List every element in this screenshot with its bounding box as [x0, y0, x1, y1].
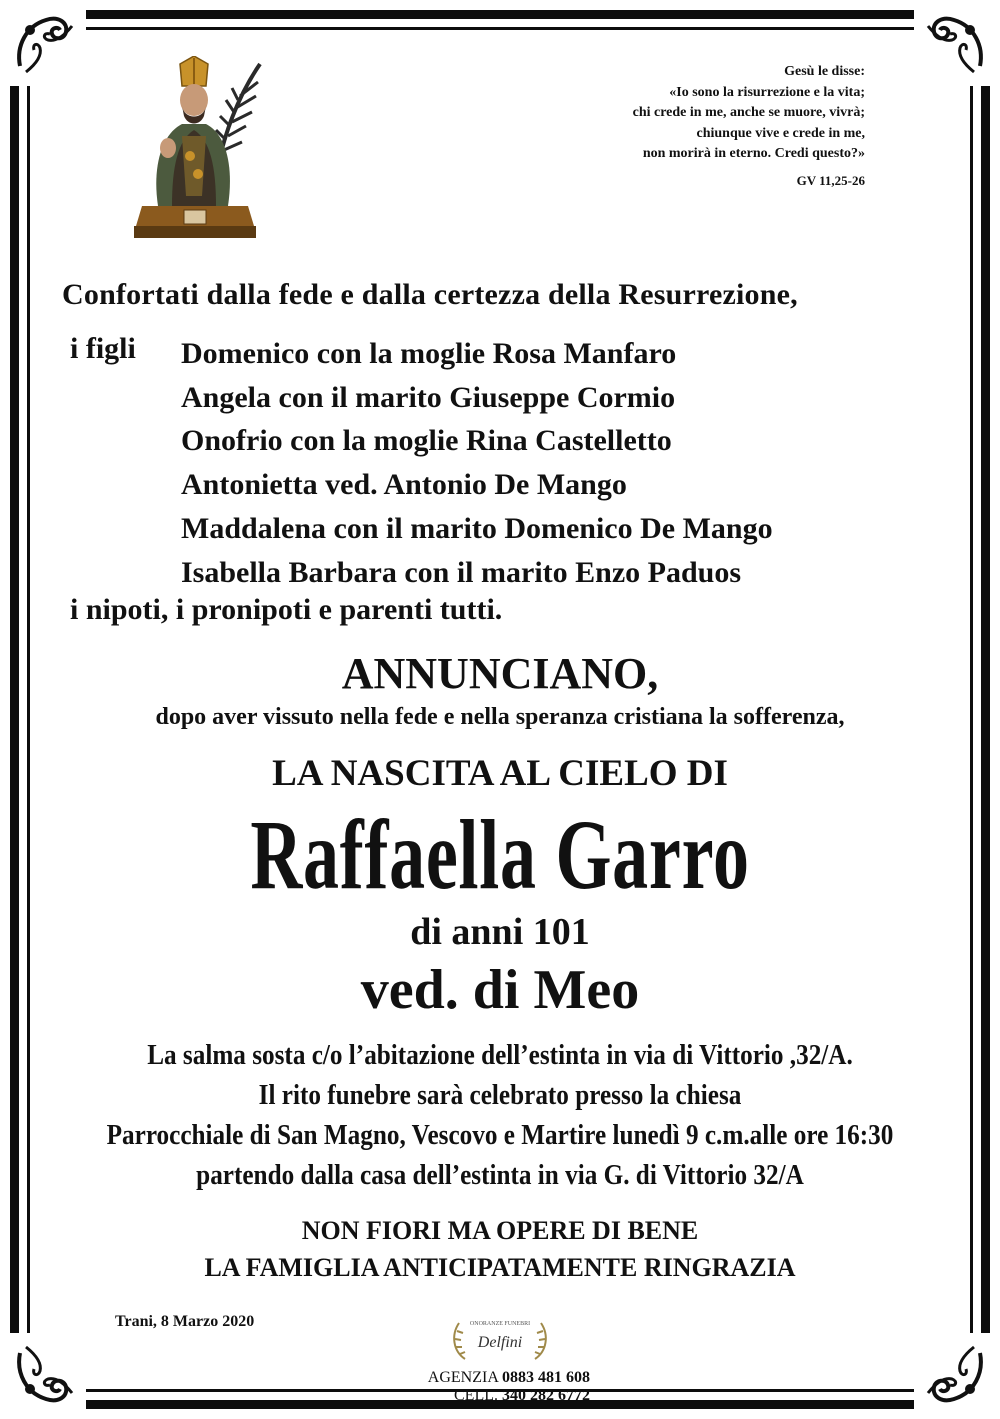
detail-line: Parrocchiale di San Magno, Vescovo e Martire lunedì 9 c.m.alle ore 16:30 [106, 1120, 894, 1151]
child-entry: Domenico con la moglie Rosa Manfaro [181, 337, 677, 370]
ornamental-corner-icon [914, 6, 994, 86]
ornamental-corner-icon [6, 1333, 86, 1413]
relatives-line: i nipoti, i pronipoti e parenti tutti. [70, 593, 503, 626]
bible-verse [633, 62, 865, 191]
saint-statue-icon [128, 56, 263, 241]
agency-logo-text: Delfini [477, 1334, 523, 1351]
verse-line: chiunque vive e crede in me, [696, 125, 865, 141]
children-list [181, 332, 773, 594]
deceased-name: Raffaella Garro [250, 799, 750, 910]
agency-logo [445, 1315, 555, 1365]
verse-line: Gesù le disse: [784, 64, 865, 79]
closing-message [0, 1212, 1000, 1286]
child-entry: Maddalena con il marito Domenico De Mango [181, 511, 773, 545]
agency-phone: 0883 481 608 [502, 1369, 590, 1386]
closing-line: LA FAMIGLIA ANTICIPATAMENTE RINGRAZIA [204, 1253, 796, 1282]
verse-line: «Io sono la risurrezione e la vita; [669, 84, 865, 100]
agency-cell-line [400, 1387, 590, 1405]
ornamental-corner-icon [6, 6, 86, 86]
agency-cell-label: CELL. [454, 1387, 498, 1404]
verse-line: non morirà in eterno. Credi questo?» [642, 146, 865, 161]
deceased-age: di anni 101 [410, 911, 590, 953]
agency-cell: 340 282 6772 [502, 1387, 590, 1404]
announce-heading: ANNUNCIANO, [341, 649, 659, 698]
child-entry: Isabella Barbara con il marito Enzo Paduos [181, 555, 742, 589]
widow-of: ved. di Meo [360, 959, 640, 1021]
agency-logo-subtext: ONORANZE FUNEBRI [469, 1321, 531, 1327]
child-entry: Angela con il marito Giuseppe Cormio [181, 380, 676, 414]
intro-line: Confortati dalla fede e dalla certezza della Resurrezione, [62, 278, 798, 311]
children-label: i figli [70, 332, 136, 365]
detail-line: partendo dalla casa dell’estinta in via G. di Vittorio 32/A [196, 1160, 804, 1191]
agency-contacts [400, 1369, 590, 1405]
place-date: Trani, 8 Marzo 2020 [115, 1313, 255, 1330]
ornamental-corner-icon [914, 1333, 994, 1413]
verse-reference: GV 11,25-26 [796, 172, 865, 188]
detail-line: Il rito funebre sarà celebrato presso la chiesa [258, 1080, 742, 1111]
child-entry: Onofrio con la moglie Rina Castelletto [181, 424, 672, 458]
verse-line: chi crede in me, anche se muore, vivrà; [632, 105, 865, 120]
child-entry: Antonietta ved. Antonio De Mango [181, 468, 627, 502]
closing-line: NON FIORI MA OPERE DI BENE [301, 1216, 699, 1245]
funeral-details [0, 1036, 1000, 1196]
birth-to-heaven-heading: LA NASCITA AL CIELO DI [272, 753, 728, 794]
agency-phone-label: AGENZIA [427, 1369, 498, 1386]
announce-subtitle: dopo aver vissuto nella fede e nella speranza cristiana la sofferenza, [155, 704, 845, 730]
agency-phone-line [400, 1369, 590, 1387]
detail-line: La salma sosta c/o l’abitazione dell’estinta in via di Vittorio ,32/A. [147, 1040, 853, 1071]
